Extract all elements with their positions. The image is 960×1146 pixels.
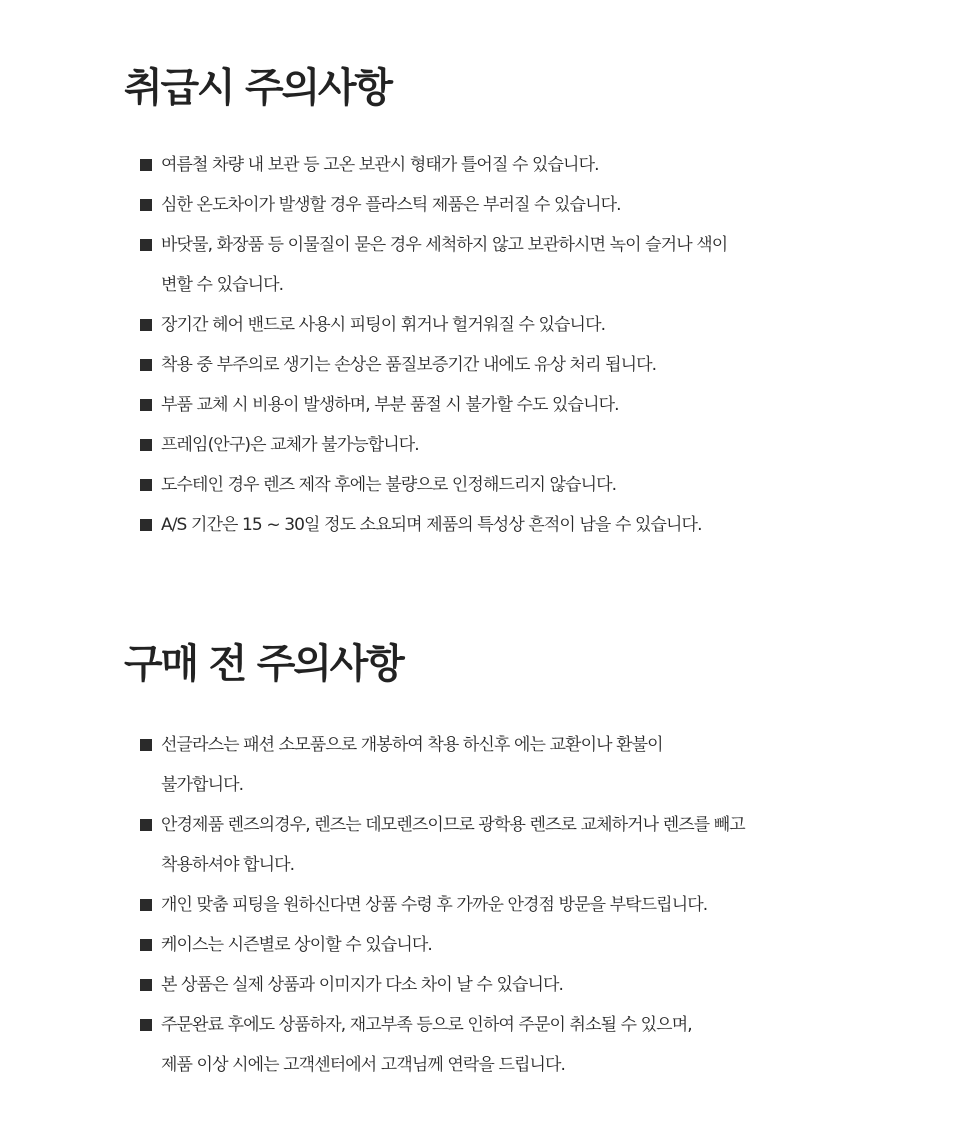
list-item-text: 개인 맞춤 피팅을 원하신다면 상품 수령 후 가까운 안경점 방문을 부탁드립니다. bbox=[161, 895, 708, 915]
list-item-text: 장기간 헤어 밴드로 사용시 피팅이 휘거나 헐거워질 수 있습니다. bbox=[161, 315, 606, 335]
list-item-text: 프레임(안구)은 교체가 불가능합니다. bbox=[161, 435, 419, 455]
list-item bbox=[140, 465, 727, 505]
list-item-text: A/S 기간은 15 ~ 30일 정도 소요되며 제품의 특성상 흔적이 남을 수 있습니다. bbox=[161, 515, 702, 535]
pre-purchase-precautions-list bbox=[140, 725, 745, 1085]
list-item-text: 주문완료 후에도 상품하자, 재고부족 등으로 인하여 주문이 취소될 수 있으며, bbox=[161, 1015, 692, 1035]
list-item-text: 착용 중 부주의로 생기는 손상은 품질보증기간 내에도 유상 처리 됩니다. bbox=[161, 355, 657, 375]
square-bullet-icon bbox=[140, 199, 152, 211]
square-bullet-icon bbox=[140, 239, 152, 251]
list-item-text: 본 상품은 실제 상품과 이미지가 다소 차이 날 수 있습니다. bbox=[161, 975, 564, 995]
list-item bbox=[140, 425, 727, 465]
square-bullet-icon bbox=[140, 159, 152, 171]
list-item-text: 부품 교체 시 비용이 발생하며, 부분 품절 시 불가할 수도 있습니다. bbox=[161, 395, 619, 415]
square-bullet-icon bbox=[140, 319, 152, 331]
list-item-text: 여름철 차량 내 보관 등 고온 보관시 형태가 틀어질 수 있습니다. bbox=[161, 155, 599, 175]
list-item bbox=[140, 805, 745, 885]
square-bullet-icon bbox=[140, 479, 152, 491]
section-title-pre-purchase-precautions: 구매 전 주의사항 bbox=[124, 641, 403, 687]
square-bullet-icon bbox=[140, 939, 152, 951]
list-item bbox=[140, 965, 745, 1005]
square-bullet-icon bbox=[140, 359, 152, 371]
square-bullet-icon bbox=[140, 979, 152, 991]
square-bullet-icon bbox=[140, 819, 152, 831]
list-item bbox=[140, 345, 727, 385]
list-item-text-continued: 변할 수 있습니다. bbox=[161, 275, 284, 295]
list-item-text: 심한 온도차이가 발생할 경우 플라스틱 제품은 부러질 수 있습니다. bbox=[161, 195, 621, 215]
list-item-text: 도수테인 경우 렌즈 제작 후에는 불량으로 인정해드리지 않습니다. bbox=[161, 475, 617, 495]
list-item bbox=[140, 885, 745, 925]
square-bullet-icon bbox=[140, 399, 152, 411]
list-item-text: 바닷물, 화장품 등 이물질이 묻은 경우 세척하지 않고 보관하시면 녹이 슬거나 색이 bbox=[161, 235, 728, 255]
list-item-text: 선글라스는 패션 소모품으로 개봉하여 착용 하신후 에는 교환이나 환불이 bbox=[161, 735, 663, 755]
list-item bbox=[140, 505, 727, 545]
list-item-text-continued: 착용하셔야 합니다. bbox=[161, 855, 295, 875]
list-item bbox=[140, 725, 745, 805]
list-item bbox=[140, 225, 727, 305]
list-item-text: 안경제품 렌즈의경우, 렌즈는 데모렌즈이므로 광학용 렌즈로 교체하거나 렌즈를 빼고 bbox=[161, 815, 745, 835]
section-title-handling-precautions: 취급시 주의사항 bbox=[124, 65, 391, 111]
square-bullet-icon bbox=[140, 1019, 152, 1031]
list-item bbox=[140, 385, 727, 425]
list-item-text-continued: 불가합니다. bbox=[161, 775, 244, 795]
square-bullet-icon bbox=[140, 739, 152, 751]
square-bullet-icon bbox=[140, 519, 152, 531]
list-item bbox=[140, 1005, 745, 1085]
list-item-text-continued: 제품 이상 시에는 고객센터에서 고객님께 연락을 드립니다. bbox=[161, 1055, 566, 1075]
list-item bbox=[140, 185, 727, 225]
square-bullet-icon bbox=[140, 439, 152, 451]
list-item bbox=[140, 145, 727, 185]
square-bullet-icon bbox=[140, 899, 152, 911]
list-item bbox=[140, 925, 745, 965]
handling-precautions-list bbox=[140, 145, 727, 545]
list-item bbox=[140, 305, 727, 345]
list-item-text: 케이스는 시즌별로 상이할 수 있습니다. bbox=[161, 935, 432, 955]
